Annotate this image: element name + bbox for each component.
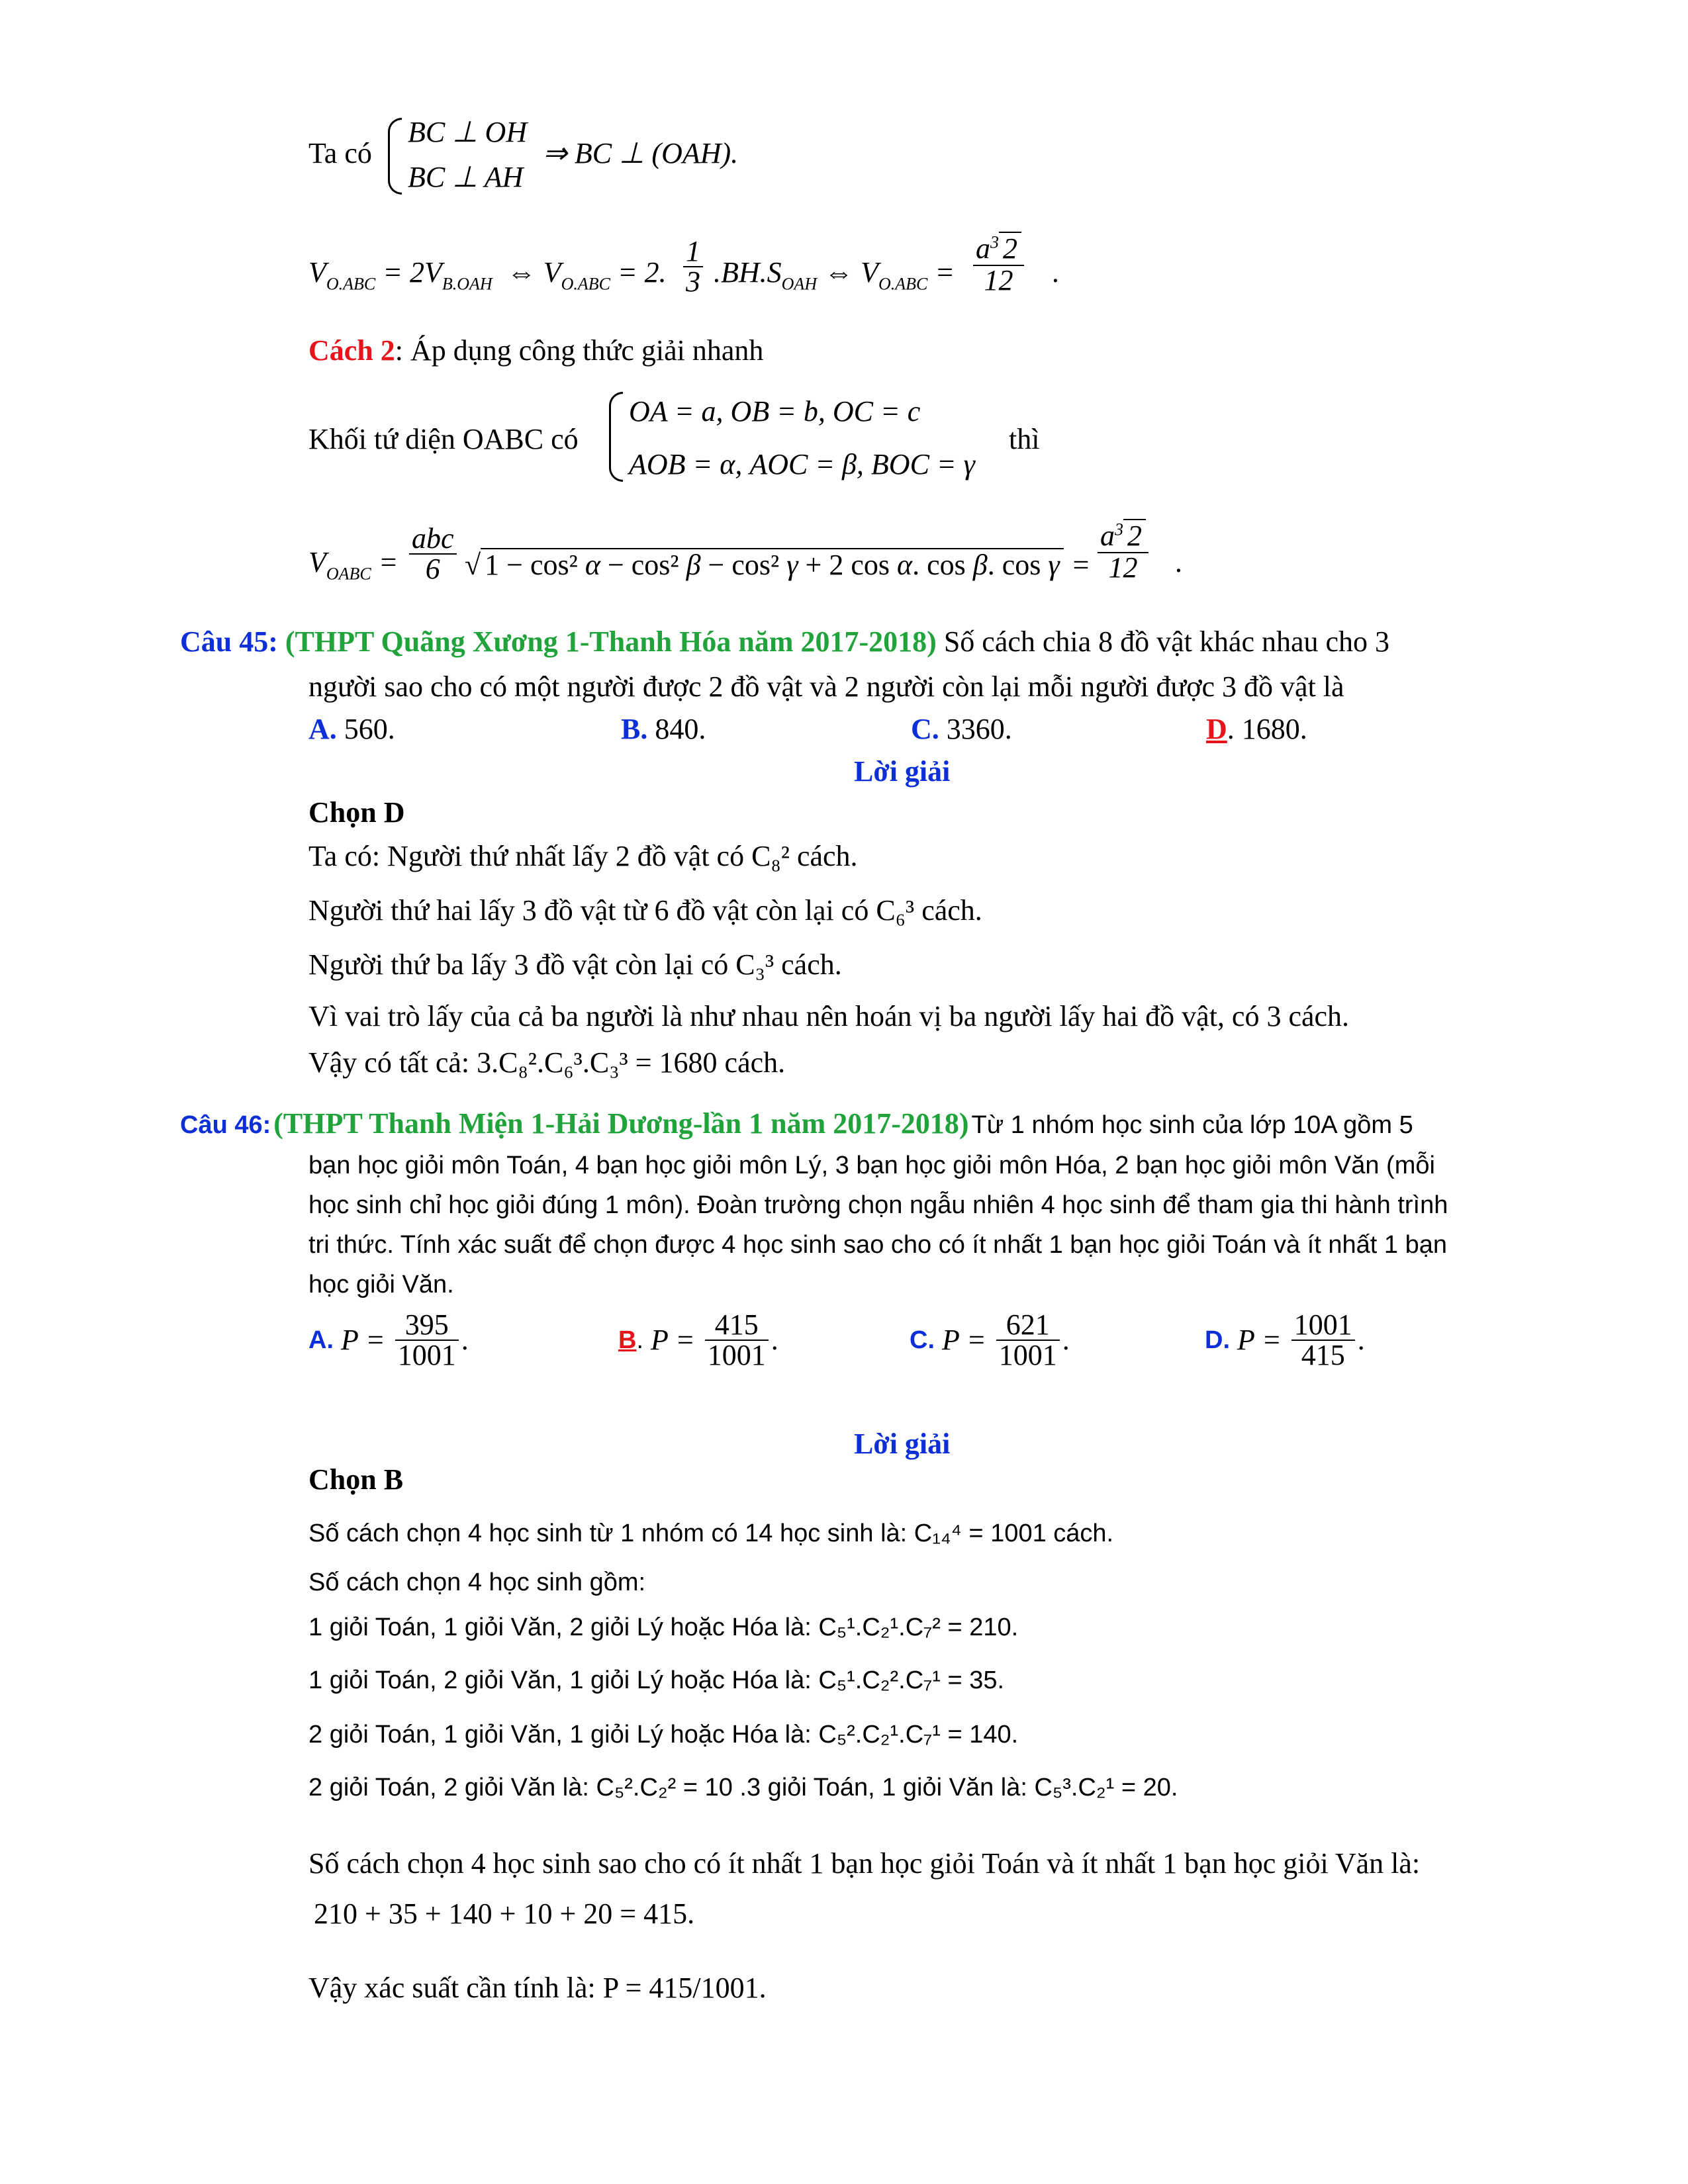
system2-row-2: AOB = α, AOC = β, BOC = γ <box>629 448 975 480</box>
q46-text-5: học giỏi Văn. <box>308 1271 454 1298</box>
q45-step-4: Vì vai trò lấy của cả ba người là như nhau nên hoán vị ba người lấy hai đồ vật, có 3 cách. <box>308 1000 1350 1032</box>
q46-loi-giai: Lời giải <box>854 1428 951 1460</box>
q46-header <box>180 1109 1413 1140</box>
q46-line-6: 2 giỏi Toán, 2 giỏi Văn là: C₅².C₂² = 10 .3 giỏi Toán, 1 giỏi Văn là: C₅³.C₂¹ = 20. <box>308 1774 1178 1801</box>
q46-line-4: 1 giỏi Toán, 2 giỏi Văn, 1 giỏi Lý hoặc Hóa là: C₅¹.C₂².C₇¹ = 35. <box>308 1666 1005 1694</box>
q45-step-1: Ta có: Người thứ nhất lấy 2 đồ vật có C₈² cách. <box>308 840 858 872</box>
q45-chon: Chọn D <box>308 796 405 829</box>
quick-formula: $V_{OABC}$ = abc 6 √ 1 − cos² α − cos² β − cos² γ + 2 cos α. cos β. cos γ = $\frac{a^3 2}{12}$ . <box>308 520 1183 585</box>
q46-line-5: 2 giỏi Toán, 1 giỏi Văn, 1 giỏi Lý hoặc Hóa là: C₅².C₂¹.C₇¹ = 140. <box>308 1721 1019 1749</box>
q46-text-4: tri thức. Tính xác suất để chọn được 4 học sinh sao cho có ít nhất 1 bạn học giỏi Toán và ít nhất 1 bạn <box>308 1231 1448 1259</box>
q46-chon: Chọn B <box>308 1463 404 1496</box>
cach2-line <box>308 336 763 365</box>
q46-source: (THPT Thanh Miện 1-Hải Dương-lần 1 năm 2017-2018) <box>273 1107 969 1140</box>
q45-source: (THPT Quãng Xương 1-Thanh Hóa năm 2017-2018) <box>285 625 937 658</box>
q46-option-c[interactable]: C. P = $\frac{621}{1001}$ . <box>910 1308 1070 1371</box>
q45-text-2: người sao cho có một người được 2 đồ vật và 2 người còn lại mỗi người được 3 đồ vật là <box>308 670 1344 703</box>
proof-ta-co-label: Ta có <box>308 137 372 169</box>
q46-line-9: Vậy xác suất cần tính là: P = 415/1001. <box>308 1972 767 2004</box>
q45-option-c[interactable]: C. 3360. <box>911 713 1012 745</box>
q45-label: Câu 45: <box>180 625 278 658</box>
q46-line-3: 1 giỏi Toán, 1 giỏi Văn, 2 giỏi Lý hoặc Hóa là: C₅¹.C₂¹.C₇² = 210. <box>308 1614 1019 1641</box>
q45-header <box>180 627 1389 657</box>
system-result: ⇒ BC ⊥ (OAH). <box>543 137 739 169</box>
q46-label: Câu 46: <box>180 1111 271 1139</box>
q46-line-1: Số cách chọn 4 học sinh từ 1 nhóm có 14 học sinh là: C₁₄⁴ = 1001 cách. <box>308 1520 1114 1547</box>
q46-line-8: 210 + 35 + 140 + 10 + 20 = 415. <box>314 1897 695 1930</box>
q46-text-1: Từ 1 nhóm học sinh của lớp 10A gồm 5 <box>971 1111 1413 1139</box>
q46-text-3: học sinh chỉ học giỏi đúng 1 môn). Đoàn trường chọn ngẫu nhiên 4 học sinh để tham gia thi hành trình <box>308 1191 1448 1219</box>
q46-option-d[interactable]: D. P = $\frac{1001}{415}$ . <box>1205 1308 1365 1371</box>
system-row-2: BC ⊥ AH <box>408 161 524 193</box>
thi-text: thì <box>1009 423 1040 455</box>
q45-step-3: Người thứ ba lấy 3 đồ vật còn lại có C₃³ cách. <box>308 948 842 981</box>
system-row-1: BC ⊥ OH <box>408 116 528 148</box>
q46-option-b[interactable]: B. P = $\frac{415}{1001}$ . <box>618 1308 778 1371</box>
system-brace <box>388 118 402 195</box>
q46-text-2: bạn học giỏi môn Toán, 4 bạn học giỏi môn Lý, 3 bạn học giỏi môn Hóa, 2 bạn học giỏi môn Văn (mỗi <box>308 1152 1435 1179</box>
q46-option-a[interactable]: A. P = $\frac{395}{1001}$ . <box>308 1308 469 1371</box>
q45-loi-giai: Lời giải <box>854 755 951 788</box>
q46-line-2: Số cách chọn 4 học sinh gồm: <box>308 1569 646 1596</box>
q45-option-a[interactable]: A. 560. <box>308 713 395 745</box>
khoi-tu-dien-text: Khối tứ diện OABC có <box>308 423 579 455</box>
q46-line-7: Số cách chọn 4 học sinh sao cho có ít nhất 1 bạn học giỏi Toán và ít nhất 1 bạn học giỏi Văn là: <box>308 1847 1421 1880</box>
cach2-text: : Áp dụng công thức giải nhanh <box>395 334 764 367</box>
q45-text-1: Số cách chia 8 đồ vật khác nhau cho 3 <box>943 625 1390 658</box>
system2-brace <box>609 392 623 482</box>
cach2-label: Cách 2 <box>308 334 395 367</box>
q45-option-b[interactable]: B. 840. <box>621 713 706 745</box>
q45-step-2: Người thứ hai lấy 3 đồ vật từ 6 đồ vật còn lại có C₆³ cách. <box>308 894 982 927</box>
system2-row-1: OA = a, OB = b, OC = c <box>629 395 921 428</box>
q45-option-d[interactable]: D. 1680. <box>1206 713 1307 745</box>
q45-step-5: Vậy có tất cả: 3.C₈².C₆³.C₃³ = 1680 cách. <box>308 1046 786 1079</box>
